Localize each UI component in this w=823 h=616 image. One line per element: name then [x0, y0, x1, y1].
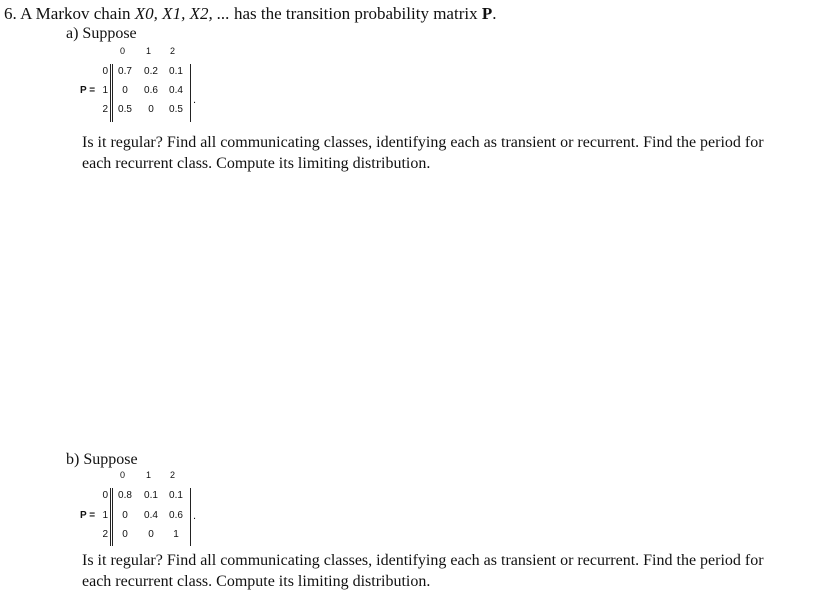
row-header-0: 0: [102, 490, 108, 501]
matrix-label: P =: [80, 85, 96, 96]
question-header: [4, 4, 496, 24]
question-intro-tail: has the transition probability matrix: [233, 4, 478, 23]
row-header-0: 0: [102, 66, 108, 77]
header-period: .: [492, 4, 497, 23]
matrix-trailing-period: .: [193, 94, 197, 106]
matrix-cell: 0.1: [144, 490, 158, 501]
row-header-2: 2: [102, 529, 108, 540]
matrix-cell: 0.4: [169, 85, 183, 96]
question-number: 6.: [4, 4, 17, 23]
matrix-cell: 0: [148, 529, 154, 540]
part-b-question: Is it regular? Find all communicating classes, identifying each as transient or recurrent. Find the period for each recurrent class. Compute its limiting distribution.: [82, 552, 764, 590]
matrix-cell: 0.1: [169, 66, 183, 77]
col-header-2: 2: [170, 46, 176, 56]
matrix-label: P =: [80, 510, 96, 521]
matrix-cell: 0: [148, 104, 154, 115]
part-b-label: b) Suppose: [66, 451, 138, 468]
matrix-cell: 0: [122, 510, 128, 521]
part-a-question: Is it regular? Find all communicating classes, identifying each as transient or recurrent. Find the period for each recurrent class. Compute its limiting distribution.: [82, 134, 764, 172]
part-a-matrix: [80, 46, 220, 126]
col-header-0: 0: [120, 470, 126, 480]
question-intro: A Markov chain: [20, 4, 131, 23]
matrix-right-bar: [190, 64, 191, 122]
row-header-1: 1: [102, 510, 108, 521]
random-sequence: X0, X1, X2, ...: [134, 4, 230, 23]
matrix-cell: 0.6: [169, 510, 183, 521]
matrix-cell: 0.7: [118, 66, 132, 77]
matrix-cell: 0: [122, 529, 128, 540]
matrix-right-bar: [190, 488, 191, 546]
col-header-1: 1: [146, 46, 152, 56]
col-header-1: 1: [146, 470, 152, 480]
col-header-2: 2: [170, 470, 176, 480]
matrix-cell: 0.5: [118, 104, 132, 115]
matrix-cell: 0.8: [118, 490, 132, 501]
part-b-matrix: [80, 470, 220, 550]
row-header-2: 2: [102, 104, 108, 115]
matrix-left-bar: [110, 488, 111, 546]
matrix-trailing-period: .: [193, 510, 197, 522]
matrix-cell: 0: [122, 85, 128, 96]
matrix-left-bar: [110, 64, 111, 122]
matrix-cell: 0.6: [144, 85, 158, 96]
matrix-symbol: P: [481, 4, 493, 23]
matrix-cell: 1: [173, 529, 179, 540]
matrix-cell: 0.4: [144, 510, 158, 521]
row-header-1: 1: [102, 85, 108, 96]
matrix-cell: 0.5: [169, 104, 183, 115]
matrix-cell: 0.2: [144, 66, 158, 77]
col-header-0: 0: [120, 46, 126, 56]
matrix-cell: 0.1: [169, 490, 183, 501]
part-a-label: a) Suppose: [66, 25, 137, 42]
